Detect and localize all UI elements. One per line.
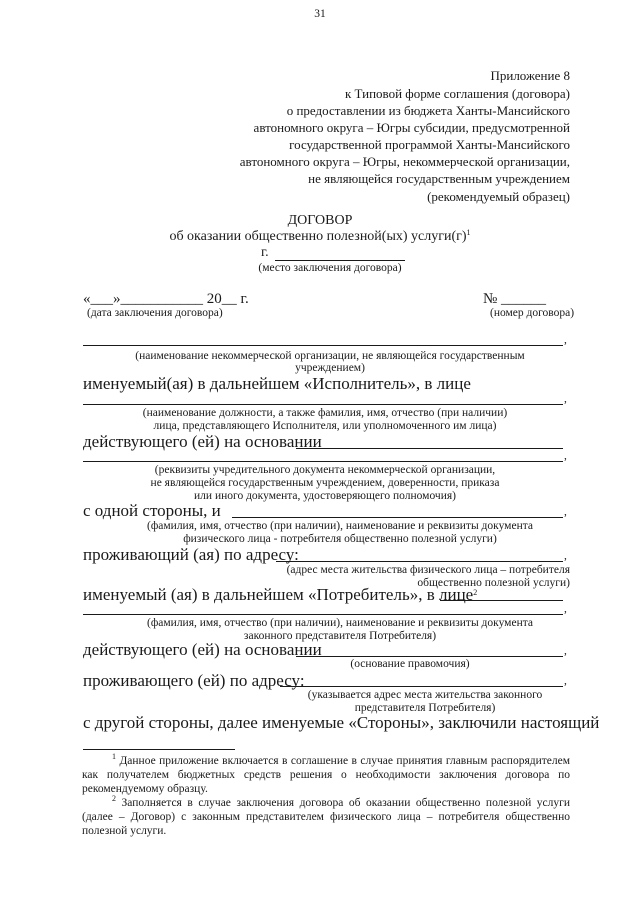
address-caption: (адрес места жительства физического лица – потребителя bbox=[286, 564, 570, 576]
doc-caption: (реквизиты учредительного документа некоммерческой организации, bbox=[154, 464, 496, 476]
consumer-caption: (фамилия, имя, отчество (при наличии), наименование и реквизиты документа bbox=[147, 520, 533, 532]
appendix-line: автономного округа – Югры, некоммерческой организации, bbox=[239, 154, 570, 169]
document-subtitle: об оказании общественно полезной(ых) $услуги(г)^1$ bbox=[169, 228, 471, 244]
place-line bbox=[275, 260, 405, 261]
address-line bbox=[276, 561, 563, 562]
comma: , bbox=[564, 506, 567, 518]
rep-inline-line bbox=[440, 600, 563, 601]
org-caption: учреждением) bbox=[295, 362, 365, 374]
residing-text: проживающего (ей) по адресу: bbox=[83, 671, 305, 690]
executor-text: именуемый(ая) в дальнейшем «Исполнитель», в лице bbox=[83, 374, 471, 393]
address-caption: общественно полезной услуги) bbox=[417, 577, 570, 589]
acting-text: действующего (ей) на основании bbox=[83, 432, 322, 451]
appendix-line: государственной программой Ханты-Мансийского bbox=[289, 137, 570, 152]
footnote-ref: 2 bbox=[473, 588, 478, 597]
comma: , bbox=[564, 675, 567, 687]
footnote-2: $^2$ Заполняется в случае заключения договора об оказании общественно полезной услуги (далее – Договор) с законным представителем физического лица – потребителя общественно полезной услуги. bbox=[82, 794, 570, 837]
org-line bbox=[83, 345, 563, 346]
rep-address-caption: (указывается адрес места жительства законного bbox=[307, 689, 543, 701]
number-caption: (номер договора) bbox=[490, 307, 575, 319]
city-prefix: г. bbox=[261, 245, 269, 260]
consumer-line bbox=[232, 517, 563, 518]
number-field: № ______ bbox=[483, 291, 547, 307]
appendix-line: автономного округа – Югры субсидии, предусмотренной bbox=[253, 120, 570, 135]
doc-caption: или иного документа, удостоверяющего полномочия) bbox=[194, 490, 456, 502]
acting-line bbox=[296, 448, 563, 449]
authority-line bbox=[296, 656, 563, 657]
rep-caption: законного представителя Потребителя) bbox=[243, 630, 437, 642]
doc-line bbox=[83, 461, 563, 462]
document-title: ДОГОВОР bbox=[287, 213, 353, 228]
consumer-caption: физического лица - потребителя общественно полезной услуги) bbox=[183, 533, 497, 545]
authority-caption: (основание правомочия) bbox=[350, 658, 470, 670]
comma: , bbox=[564, 550, 567, 562]
sample-note: (рекомендуемый образец) bbox=[427, 189, 570, 204]
acting-text: действующего (ей) на основании bbox=[83, 640, 322, 659]
other-side-text: с другой стороны, далее именуемые «Стороны», заключили настоящий bbox=[83, 713, 600, 732]
comma: , bbox=[564, 450, 567, 462]
rep-address-caption: представителя Потребителя) bbox=[354, 702, 496, 714]
comma: , bbox=[564, 603, 567, 615]
residing-text: проживающий (ая) по адресу: bbox=[83, 545, 299, 564]
consumer-text: именуемый (ая) в дальнейшем «Потребитель», в лице$^2$ bbox=[83, 585, 478, 604]
date-field: «___»___________ 20__ г. bbox=[83, 291, 249, 307]
one-side-text: с одной стороны, и bbox=[83, 501, 221, 520]
rep-line bbox=[83, 614, 563, 615]
place-caption: (место заключения договора) bbox=[258, 262, 402, 274]
comma: , bbox=[564, 645, 567, 657]
footnote-1: $^1$ Данное приложение включается в соглашение в случае принятия главным распорядителем как получателем бюджетных средств решения о необходимости заключения договора по рекомендуемому образцу. bbox=[82, 752, 570, 795]
org-caption: (наименование некоммерческой организации, не являющейся государственным bbox=[135, 350, 525, 362]
appendix-line: не являющейся государственным учреждением bbox=[308, 171, 570, 186]
doc-caption: не являющейся государственным учреждением, доверенности, приказа bbox=[150, 477, 500, 489]
person-caption: (наименование должности, а также фамилия, имя, отчество (при наличии) bbox=[142, 407, 508, 419]
appendix-line: о предоставлении из бюджета Ханты-Мансийского bbox=[286, 103, 570, 118]
date-caption: (дата заключения договора) bbox=[87, 307, 223, 319]
person-line bbox=[83, 404, 563, 405]
appendix-line: Приложение 8 bbox=[490, 68, 570, 83]
footnote-separator bbox=[83, 749, 235, 750]
rep-address-line bbox=[280, 686, 563, 687]
person-caption: лица, представляющего Исполнителя, или уполномоченного им лица) bbox=[153, 420, 497, 432]
comma: , bbox=[564, 334, 567, 346]
page-number: 31 bbox=[314, 8, 326, 20]
footnote-ref: 1 bbox=[466, 228, 471, 237]
comma: , bbox=[564, 393, 567, 405]
rep-caption: (фамилия, имя, отчество (при наличии), наименование и реквизиты документа bbox=[147, 617, 533, 629]
appendix-line: к Типовой форме соглашения (договора) bbox=[344, 86, 570, 101]
